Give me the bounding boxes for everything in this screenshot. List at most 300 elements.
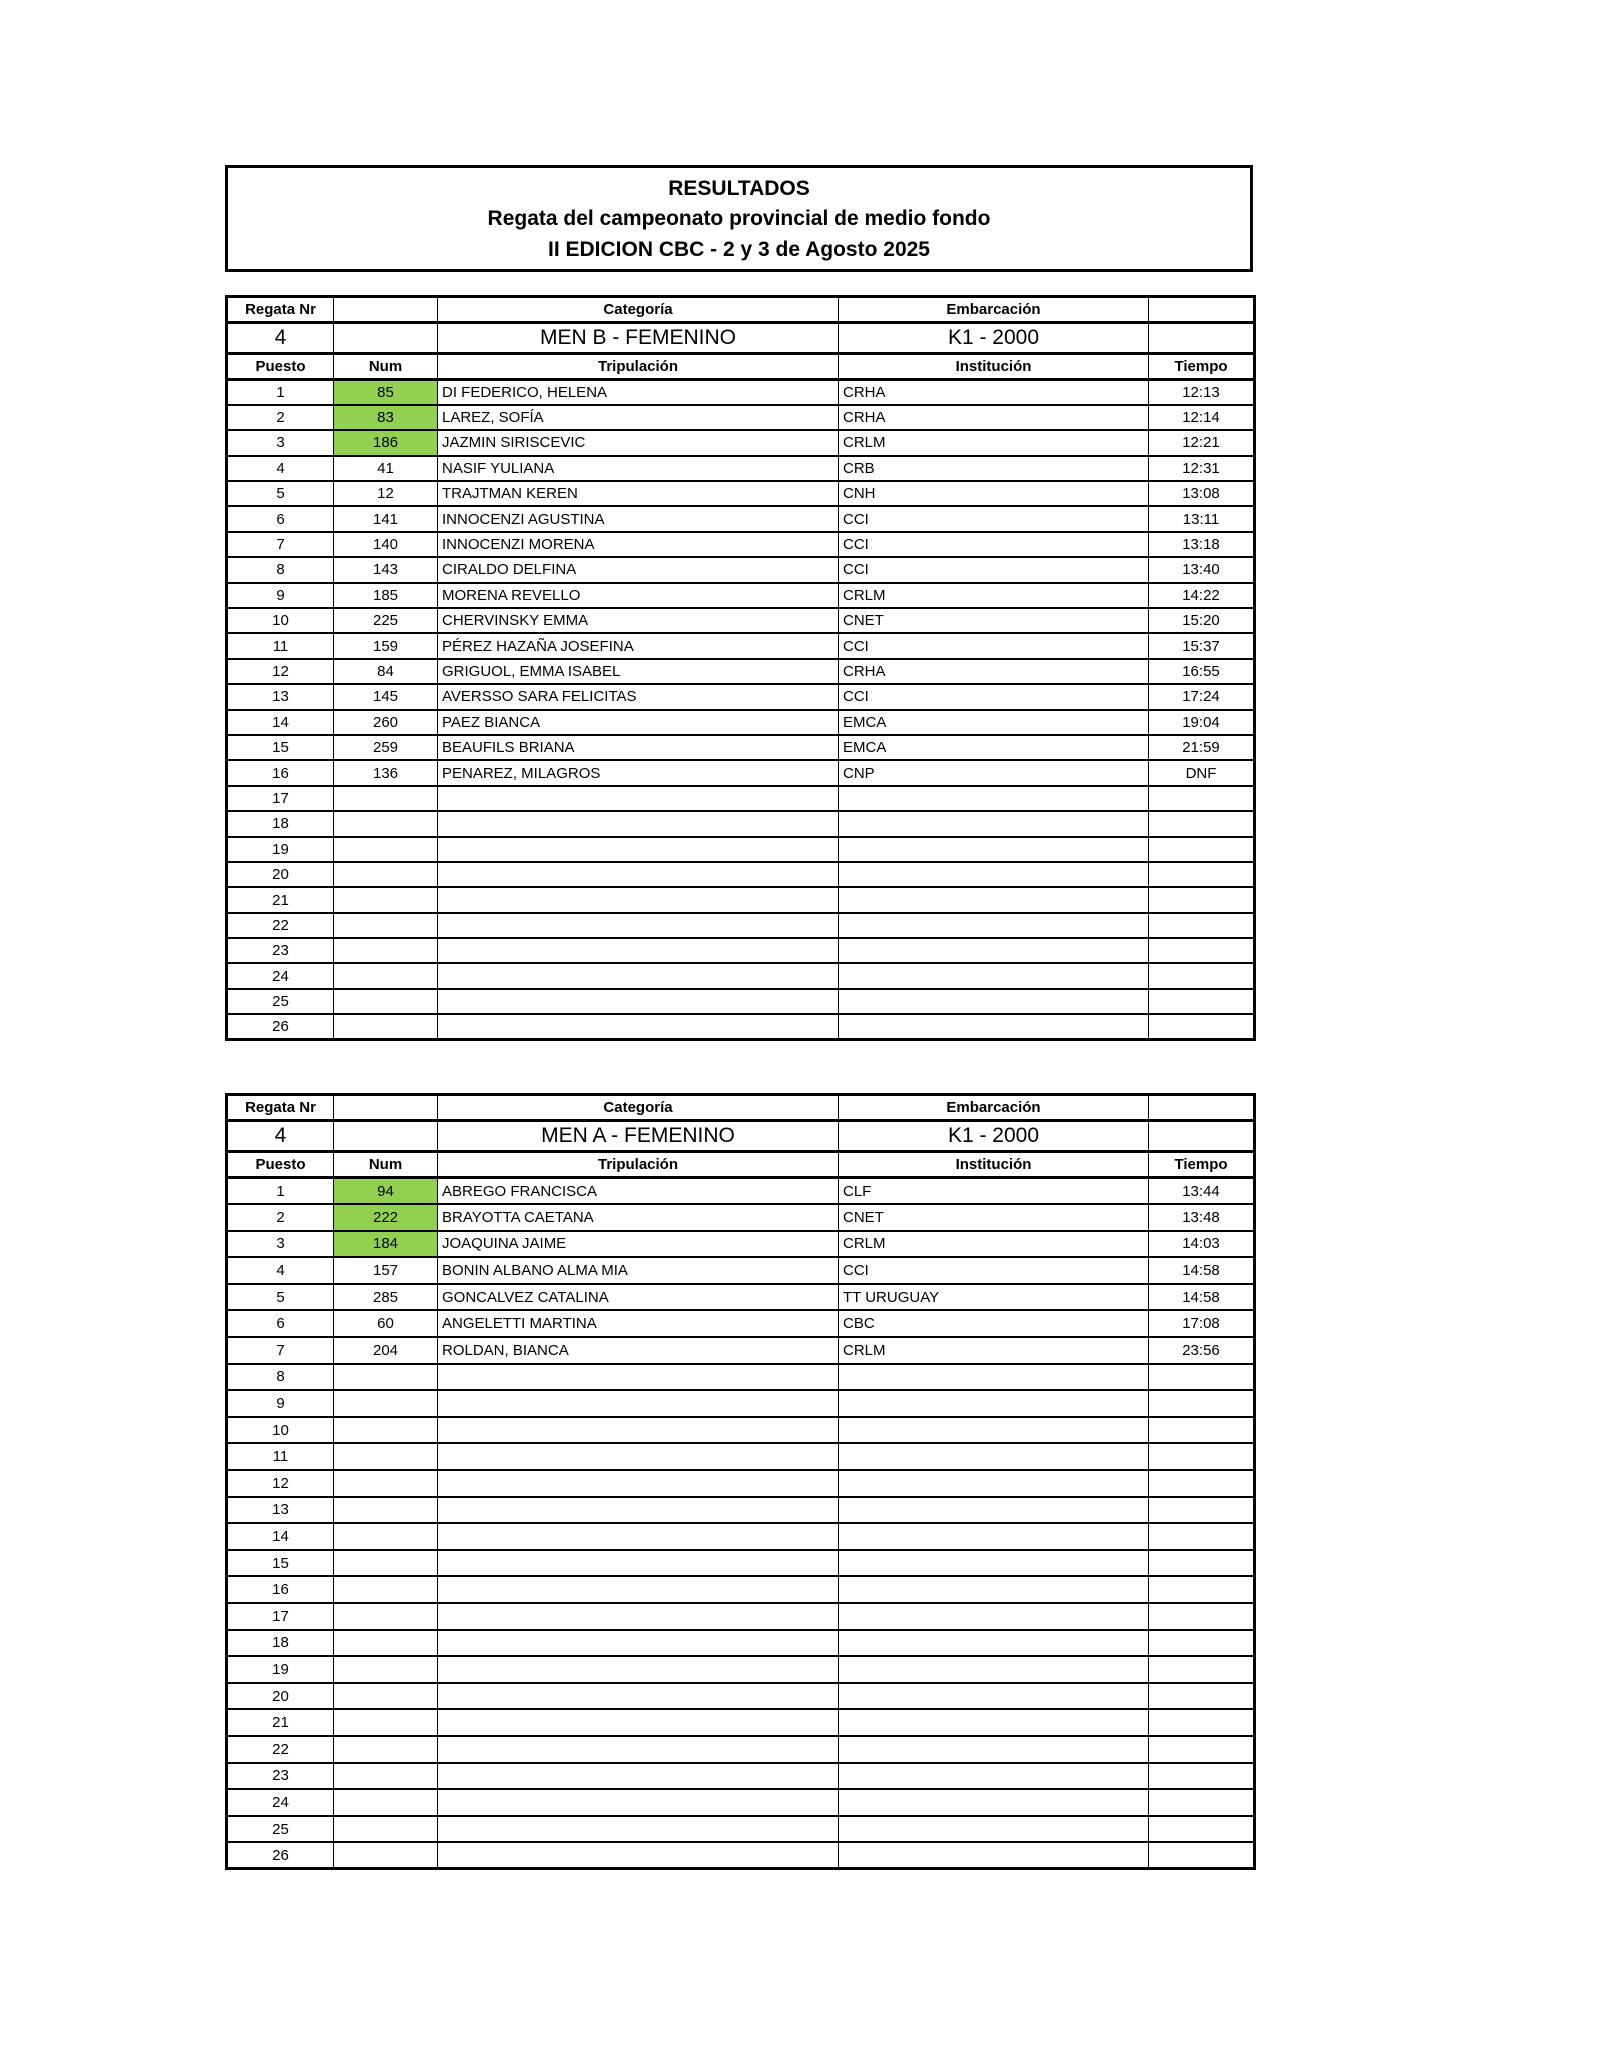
cell-puesto: 15 — [227, 1550, 334, 1577]
cell-tripulacion: ABREGO FRANCISCA — [438, 1178, 839, 1205]
cell-tripulacion — [438, 887, 839, 912]
cell-puesto: 2 — [227, 1204, 334, 1231]
cell-tiempo: 13:18 — [1149, 532, 1255, 557]
cell-puesto: 7 — [227, 1337, 334, 1364]
cell-institucion — [839, 837, 1149, 862]
regata-nr-value: 4 — [227, 323, 334, 354]
cell-puesto: 6 — [227, 1310, 334, 1337]
cell-puesto: 5 — [227, 481, 334, 506]
title-box — [225, 165, 1253, 272]
cell-tiempo: 12:31 — [1149, 456, 1255, 481]
table-row — [227, 1014, 1255, 1039]
cell-num: 83 — [334, 405, 438, 430]
col-header-tiempo: Tiempo — [1149, 1152, 1255, 1178]
cell-institucion: CCI — [839, 633, 1149, 658]
table-row — [227, 1417, 1255, 1444]
table-row — [227, 608, 1255, 633]
cell-tiempo — [1149, 811, 1255, 836]
cell-institucion: CRHA — [839, 659, 1149, 684]
regata-nr-label: Regata Nr — [227, 297, 334, 323]
cell-num — [334, 1630, 438, 1657]
cell-puesto: 23 — [227, 1763, 334, 1790]
cell-puesto: 26 — [227, 1842, 334, 1869]
meta-header-row — [227, 297, 1255, 323]
cell-puesto: 24 — [227, 1789, 334, 1816]
table-row — [227, 583, 1255, 608]
table-row — [227, 481, 1255, 506]
cell-institucion — [839, 1470, 1149, 1497]
cell-institucion — [839, 1603, 1149, 1630]
cell-num — [334, 1364, 438, 1391]
cell-institucion — [839, 989, 1149, 1014]
cell-num: 260 — [334, 710, 438, 735]
cell-tiempo — [1149, 963, 1255, 988]
categoria-value: MEN B - FEMENINO — [438, 323, 839, 354]
cell-puesto: 7 — [227, 532, 334, 557]
cell-institucion — [839, 1683, 1149, 1710]
column-header-row — [227, 1152, 1255, 1178]
cell-institucion: CRLM — [839, 430, 1149, 455]
cell-institucion — [839, 811, 1149, 836]
cell-tripulacion — [438, 1630, 839, 1657]
cell-tripulacion: ROLDAN, BIANCA — [438, 1337, 839, 1364]
cell-institucion: CLF — [839, 1178, 1149, 1205]
cell-institucion: CRLM — [839, 583, 1149, 608]
cell-puesto: 12 — [227, 659, 334, 684]
cell-tripulacion — [438, 1683, 839, 1710]
cell-puesto: 22 — [227, 913, 334, 938]
cell-tiempo — [1149, 1656, 1255, 1683]
cell-institucion — [839, 963, 1149, 988]
cell-institucion: CRB — [839, 456, 1149, 481]
cell-puesto: 19 — [227, 837, 334, 862]
categoria-label: Categoría — [438, 297, 839, 323]
cell-num — [334, 1763, 438, 1790]
cell-num: 41 — [334, 456, 438, 481]
cell-num — [334, 989, 438, 1014]
col-header-institucion: Institución — [839, 354, 1149, 380]
cell-tiempo — [1149, 1470, 1255, 1497]
table-row — [227, 1816, 1255, 1843]
table-row — [227, 1789, 1255, 1816]
table-row — [227, 380, 1255, 405]
cell-num: 259 — [334, 735, 438, 760]
table-row — [227, 938, 1255, 963]
cell-tiempo: 13:11 — [1149, 506, 1255, 531]
cell-puesto: 26 — [227, 1014, 334, 1039]
cell-tripulacion: AVERSSO SARA FELICITAS — [438, 684, 839, 709]
cell-tiempo — [1149, 786, 1255, 811]
meta-header-row — [227, 1095, 1255, 1121]
results-table-men-a-femenino — [225, 1093, 1256, 1870]
table-row — [227, 532, 1255, 557]
cell-tripulacion: GONCALVEZ CATALINA — [438, 1284, 839, 1311]
cell-puesto: 20 — [227, 1683, 334, 1710]
blank-cell — [334, 297, 438, 323]
cell-tiempo — [1149, 1816, 1255, 1843]
cell-tiempo: 14:58 — [1149, 1284, 1255, 1311]
cell-tripulacion: JOAQUINA JAIME — [438, 1231, 839, 1258]
cell-num — [334, 811, 438, 836]
cell-num: 136 — [334, 760, 438, 785]
table-row — [227, 735, 1255, 760]
blank-cell — [1149, 323, 1255, 354]
col-header-institucion: Institución — [839, 1152, 1149, 1178]
cell-tripulacion: BRAYOTTA CAETANA — [438, 1204, 839, 1231]
cell-tiempo: 14:22 — [1149, 583, 1255, 608]
table-row — [227, 1443, 1255, 1470]
table-row — [227, 710, 1255, 735]
cell-puesto: 18 — [227, 1630, 334, 1657]
cell-puesto: 1 — [227, 380, 334, 405]
cell-num — [334, 1656, 438, 1683]
cell-puesto: 4 — [227, 1257, 334, 1284]
cell-institucion — [839, 1842, 1149, 1869]
cell-tiempo — [1149, 1390, 1255, 1417]
cell-institucion — [839, 1789, 1149, 1816]
cell-tiempo — [1149, 1603, 1255, 1630]
cell-puesto: 10 — [227, 1417, 334, 1444]
cell-tripulacion: PENAREZ, MILAGROS — [438, 760, 839, 785]
table-row — [227, 1364, 1255, 1391]
cell-institucion: CNET — [839, 1204, 1149, 1231]
cell-puesto: 20 — [227, 862, 334, 887]
cell-puesto: 13 — [227, 1497, 334, 1524]
cell-institucion: CNP — [839, 760, 1149, 785]
cell-tiempo — [1149, 1014, 1255, 1039]
cell-tiempo — [1149, 989, 1255, 1014]
table-row — [227, 1736, 1255, 1763]
cell-num — [334, 1842, 438, 1869]
cell-tripulacion — [438, 1709, 839, 1736]
cell-institucion — [839, 887, 1149, 912]
cell-tripulacion — [438, 837, 839, 862]
cell-institucion — [839, 938, 1149, 963]
cell-puesto: 9 — [227, 583, 334, 608]
cell-institucion — [839, 1550, 1149, 1577]
results-table-men-b-femenino — [225, 295, 1256, 1041]
cell-num — [334, 1497, 438, 1524]
cell-tiempo — [1149, 913, 1255, 938]
cell-tripulacion: DI FEDERICO, HELENA — [438, 380, 839, 405]
cell-puesto: 16 — [227, 760, 334, 785]
cell-tiempo: 21:59 — [1149, 735, 1255, 760]
cell-tiempo: 13:44 — [1149, 1178, 1255, 1205]
cell-puesto: 8 — [227, 557, 334, 582]
col-header-puesto: Puesto — [227, 354, 334, 380]
cell-institucion — [839, 862, 1149, 887]
cell-puesto: 12 — [227, 1470, 334, 1497]
table-row — [227, 837, 1255, 862]
cell-puesto: 2 — [227, 405, 334, 430]
cell-institucion: CRHA — [839, 405, 1149, 430]
cell-institucion — [839, 1443, 1149, 1470]
cell-puesto: 15 — [227, 735, 334, 760]
cell-puesto: 14 — [227, 710, 334, 735]
cell-tripulacion: TRAJTMAN KEREN — [438, 481, 839, 506]
blank-cell — [1149, 1095, 1255, 1121]
cell-puesto: 24 — [227, 963, 334, 988]
cell-num: 140 — [334, 532, 438, 557]
cell-tiempo: 15:20 — [1149, 608, 1255, 633]
cell-tiempo: 13:48 — [1149, 1204, 1255, 1231]
cell-institucion: TT URUGUAY — [839, 1284, 1149, 1311]
cell-num — [334, 1014, 438, 1039]
cell-tripulacion: GRIGUOL, EMMA ISABEL — [438, 659, 839, 684]
cell-puesto: 8 — [227, 1364, 334, 1391]
cell-num — [334, 1417, 438, 1444]
page-edition-date: II EDICION CBC - 2 y 3 de Agosto 2025 — [548, 237, 930, 261]
cell-puesto: 23 — [227, 938, 334, 963]
blank-cell — [1149, 1121, 1255, 1152]
cell-num — [334, 1550, 438, 1577]
cell-tripulacion — [438, 811, 839, 836]
embarcacion-value: K1 - 2000 — [839, 1121, 1149, 1152]
table-row — [227, 1842, 1255, 1869]
cell-tripulacion — [438, 1789, 839, 1816]
cell-institucion — [839, 786, 1149, 811]
cell-num: 157 — [334, 1257, 438, 1284]
cell-tiempo — [1149, 1789, 1255, 1816]
table-row — [227, 786, 1255, 811]
cell-institucion — [839, 1497, 1149, 1524]
cell-num — [334, 862, 438, 887]
cell-institucion: CRLM — [839, 1337, 1149, 1364]
cell-tiempo: 13:40 — [1149, 557, 1255, 582]
cell-tripulacion — [438, 1656, 839, 1683]
cell-puesto: 14 — [227, 1523, 334, 1550]
cell-institucion: CRHA — [839, 380, 1149, 405]
cell-num — [334, 887, 438, 912]
cell-puesto: 11 — [227, 633, 334, 658]
col-header-num: Num — [334, 354, 438, 380]
cell-puesto: 19 — [227, 1656, 334, 1683]
cell-institucion: CBC — [839, 1310, 1149, 1337]
cell-institucion: EMCA — [839, 735, 1149, 760]
cell-tripulacion — [438, 862, 839, 887]
cell-num: 12 — [334, 481, 438, 506]
table-row — [227, 1497, 1255, 1524]
col-header-tripulacion: Tripulación — [438, 354, 839, 380]
table-row — [227, 862, 1255, 887]
cell-institucion — [839, 1390, 1149, 1417]
cell-tiempo — [1149, 837, 1255, 862]
cell-tiempo — [1149, 1497, 1255, 1524]
cell-tiempo — [1149, 1523, 1255, 1550]
table-row — [227, 1576, 1255, 1603]
cell-tripulacion — [438, 1550, 839, 1577]
cell-tripulacion — [438, 1390, 839, 1417]
cell-num: 204 — [334, 1337, 438, 1364]
cell-num — [334, 1576, 438, 1603]
cell-tiempo — [1149, 1763, 1255, 1790]
cell-tiempo — [1149, 1550, 1255, 1577]
cell-num — [334, 837, 438, 862]
table-row — [227, 989, 1255, 1014]
cell-num: 185 — [334, 583, 438, 608]
cell-tripulacion — [438, 1736, 839, 1763]
cell-num: 60 — [334, 1310, 438, 1337]
cell-institucion: CCI — [839, 557, 1149, 582]
cell-tiempo — [1149, 887, 1255, 912]
cell-institucion: CNET — [839, 608, 1149, 633]
cell-num: 225 — [334, 608, 438, 633]
cell-puesto: 25 — [227, 1816, 334, 1843]
cell-puesto: 17 — [227, 1603, 334, 1630]
table-row — [227, 1204, 1255, 1231]
table-row — [227, 1470, 1255, 1497]
blank-cell — [334, 323, 438, 354]
cell-institucion: CNH — [839, 481, 1149, 506]
cell-institucion — [839, 1816, 1149, 1843]
table-row — [227, 1683, 1255, 1710]
cell-tripulacion — [438, 938, 839, 963]
table-row — [227, 1284, 1255, 1311]
blank-cell — [1149, 297, 1255, 323]
cell-num — [334, 1816, 438, 1843]
cell-tripulacion — [438, 786, 839, 811]
cell-num — [334, 1390, 438, 1417]
col-header-tripulacion: Tripulación — [438, 1152, 839, 1178]
table-row — [227, 1603, 1255, 1630]
cell-tiempo: 14:58 — [1149, 1257, 1255, 1284]
cell-puesto: 22 — [227, 1736, 334, 1763]
cell-institucion: CCI — [839, 684, 1149, 709]
cell-puesto: 21 — [227, 1709, 334, 1736]
cell-num — [334, 1709, 438, 1736]
table-row — [227, 1656, 1255, 1683]
table-row — [227, 405, 1255, 430]
cell-institucion: CCI — [839, 1257, 1149, 1284]
cell-puesto: 3 — [227, 1231, 334, 1258]
cell-puesto: 11 — [227, 1443, 334, 1470]
cell-institucion — [839, 1630, 1149, 1657]
cell-puesto: 1 — [227, 1178, 334, 1205]
cell-tripulacion: LAREZ, SOFÍA — [438, 405, 839, 430]
cell-tripulacion — [438, 913, 839, 938]
cell-tiempo: 12:13 — [1149, 380, 1255, 405]
cell-institucion — [839, 1014, 1149, 1039]
cell-num: 145 — [334, 684, 438, 709]
cell-puesto: 25 — [227, 989, 334, 1014]
cell-tripulacion: CHERVINSKY EMMA — [438, 608, 839, 633]
cell-puesto: 6 — [227, 506, 334, 531]
cell-num — [334, 963, 438, 988]
cell-tiempo — [1149, 1443, 1255, 1470]
col-header-puesto: Puesto — [227, 1152, 334, 1178]
col-header-num: Num — [334, 1152, 438, 1178]
cell-institucion: CCI — [839, 506, 1149, 531]
table-row — [227, 913, 1255, 938]
cell-tripulacion: BONIN ALBANO ALMA MIA — [438, 1257, 839, 1284]
cell-puesto: 10 — [227, 608, 334, 633]
cell-tiempo — [1149, 1576, 1255, 1603]
cell-num: 222 — [334, 1204, 438, 1231]
cell-tripulacion: BEAUFILS BRIANA — [438, 735, 839, 760]
cell-tripulacion: JAZMIN SIRISCEVIC — [438, 430, 839, 455]
cell-institucion — [839, 913, 1149, 938]
table-row — [227, 1523, 1255, 1550]
table-row — [227, 659, 1255, 684]
cell-institucion — [839, 1656, 1149, 1683]
column-header-row — [227, 354, 1255, 380]
cell-puesto: 5 — [227, 1284, 334, 1311]
cell-tripulacion — [438, 1417, 839, 1444]
cell-num — [334, 1789, 438, 1816]
cell-num — [334, 1683, 438, 1710]
cell-puesto: 16 — [227, 1576, 334, 1603]
cell-num — [334, 786, 438, 811]
cell-institucion: EMCA — [839, 710, 1149, 735]
cell-institucion — [839, 1576, 1149, 1603]
page-title: RESULTADOS — [668, 176, 810, 200]
regata-nr-value: 4 — [227, 1121, 334, 1152]
cell-tiempo — [1149, 1683, 1255, 1710]
meta-value-row — [227, 323, 1255, 354]
cell-tiempo: 12:14 — [1149, 405, 1255, 430]
cell-institucion — [839, 1709, 1149, 1736]
cell-tripulacion — [438, 1816, 839, 1843]
cell-num: 84 — [334, 659, 438, 684]
cell-tripulacion — [438, 1014, 839, 1039]
cell-tiempo: 14:03 — [1149, 1231, 1255, 1258]
cell-tiempo: 12:21 — [1149, 430, 1255, 455]
cell-tiempo — [1149, 1842, 1255, 1869]
cell-tripulacion — [438, 1523, 839, 1550]
table-row — [227, 1178, 1255, 1205]
cell-institucion: CCI — [839, 532, 1149, 557]
cell-tiempo: 19:04 — [1149, 710, 1255, 735]
cell-tiempo: 17:24 — [1149, 684, 1255, 709]
meta-value-row — [227, 1121, 1255, 1152]
cell-institucion — [839, 1523, 1149, 1550]
cell-num — [334, 913, 438, 938]
cell-tripulacion: NASIF YULIANA — [438, 456, 839, 481]
table-row — [227, 760, 1255, 785]
cell-tripulacion: INNOCENZI AGUSTINA — [438, 506, 839, 531]
cell-institucion — [839, 1364, 1149, 1391]
table-row — [227, 1257, 1255, 1284]
cell-tripulacion — [438, 1497, 839, 1524]
cell-puesto: 4 — [227, 456, 334, 481]
table-row — [227, 430, 1255, 455]
cell-num: 186 — [334, 430, 438, 455]
cell-num — [334, 938, 438, 963]
cell-puesto: 9 — [227, 1390, 334, 1417]
cell-institucion — [839, 1763, 1149, 1790]
cell-tripulacion: ANGELETTI MARTINA — [438, 1310, 839, 1337]
table-row — [227, 1550, 1255, 1577]
embarcacion-value: K1 - 2000 — [839, 323, 1149, 354]
cell-tripulacion — [438, 1576, 839, 1603]
table-row — [227, 633, 1255, 658]
categoria-value: MEN A - FEMENINO — [438, 1121, 839, 1152]
cell-puesto: 18 — [227, 811, 334, 836]
table-row — [227, 963, 1255, 988]
cell-tripulacion: MORENA REVELLO — [438, 583, 839, 608]
cell-tiempo: 13:08 — [1149, 481, 1255, 506]
cell-num — [334, 1523, 438, 1550]
cell-tiempo — [1149, 1709, 1255, 1736]
table-row — [227, 1630, 1255, 1657]
cell-tiempo: 16:55 — [1149, 659, 1255, 684]
cell-tripulacion: PÉREZ HAZAÑA JOSEFINA — [438, 633, 839, 658]
cell-institucion — [839, 1417, 1149, 1444]
cell-num: 143 — [334, 557, 438, 582]
cell-tiempo — [1149, 1630, 1255, 1657]
regata-nr-label: Regata Nr — [227, 1095, 334, 1121]
table-row — [227, 1310, 1255, 1337]
